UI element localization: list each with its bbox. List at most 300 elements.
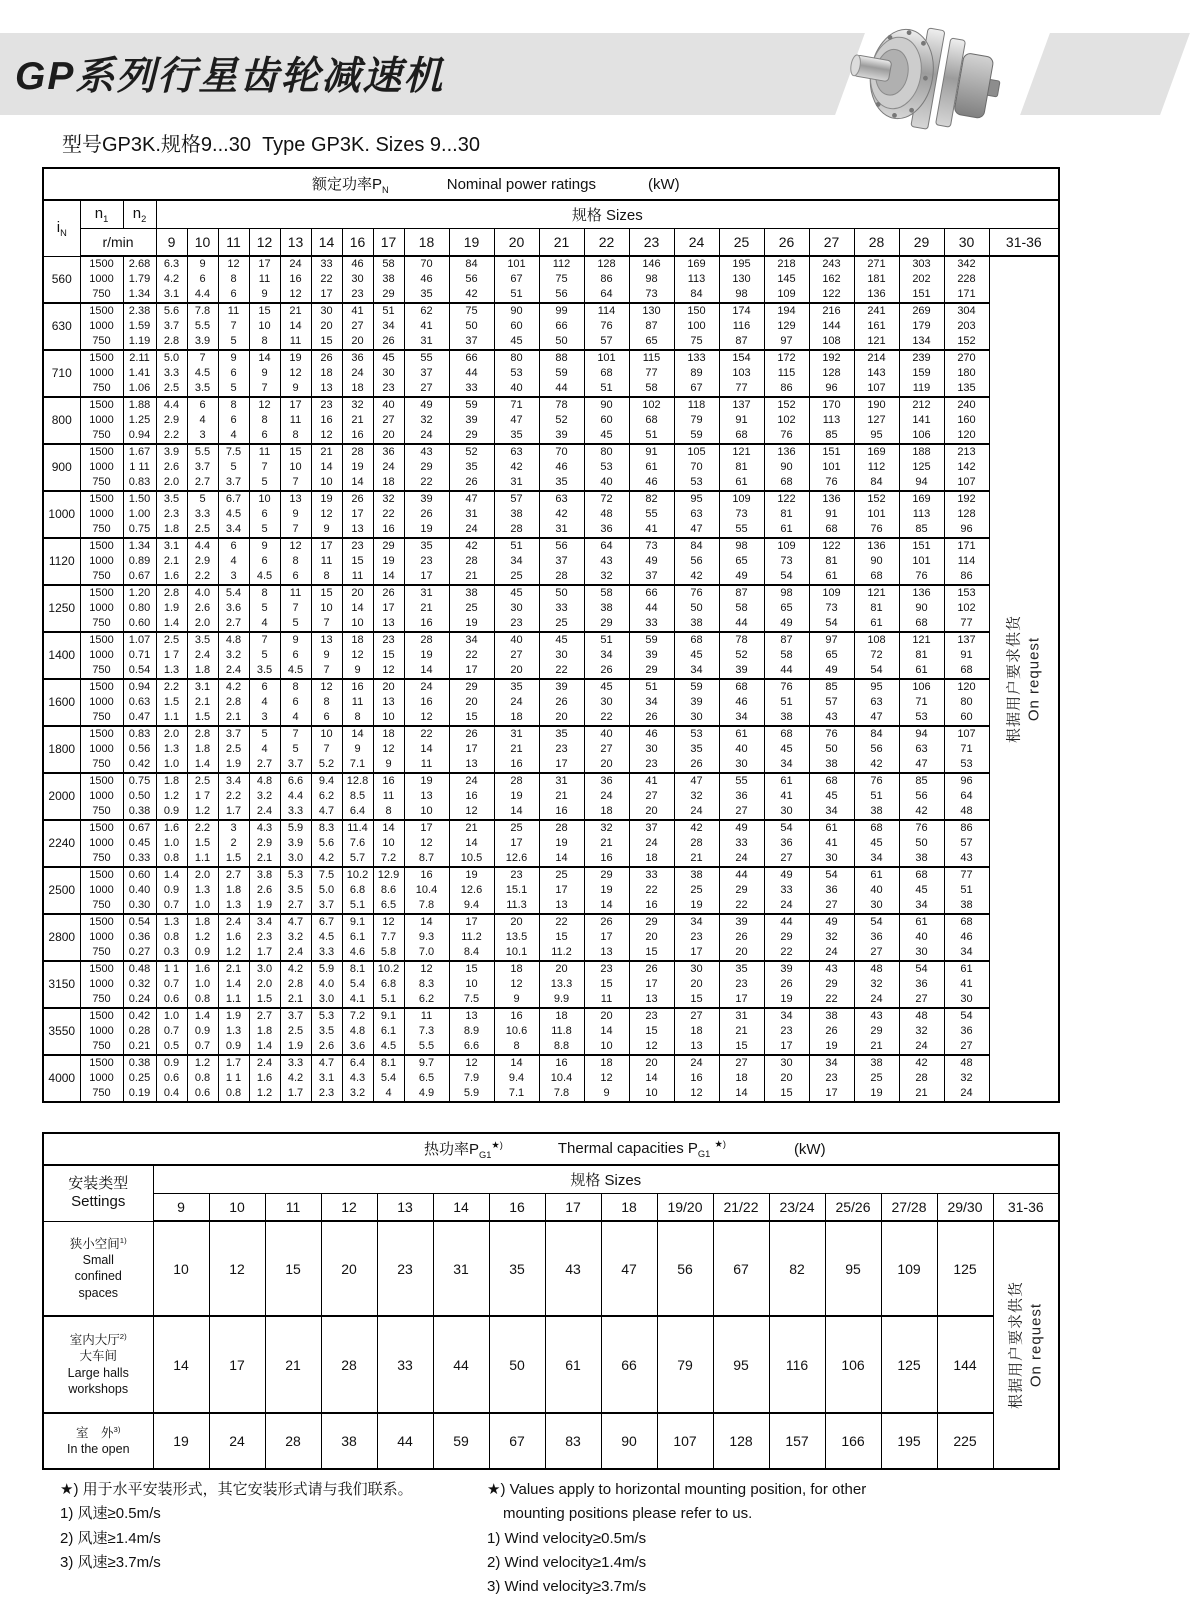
power-value-cell: 5 <box>249 726 280 742</box>
power-value-cell: 32 <box>373 491 404 507</box>
power-value-cell: 142 <box>944 460 989 475</box>
thermal-value-cell: 90 <box>601 1413 657 1469</box>
power-value-cell: 13 <box>311 632 342 648</box>
power-value-cell: 37 <box>629 820 674 836</box>
power-value-cell: 304 <box>944 303 989 319</box>
power-value-cell: 113 <box>809 413 854 428</box>
power-value-cell: 107 <box>944 475 989 491</box>
power-value-cell: 11 <box>404 1008 449 1024</box>
power-value-cell: 47 <box>854 710 899 726</box>
power-value-cell: 4 <box>373 1086 404 1102</box>
power-table-row <box>43 554 1059 569</box>
power-value-cell: 42 <box>449 287 494 303</box>
power-value-cell: 9 <box>249 538 280 554</box>
power-value-cell: 78 <box>539 397 584 413</box>
power-value-cell: 17 <box>280 397 311 413</box>
power-value-cell: 27 <box>494 648 539 663</box>
power-value-cell: 59 <box>674 679 719 695</box>
power-value-cell: 25 <box>539 867 584 883</box>
power-table-row <box>43 695 1059 710</box>
n1-value-cell: 750 <box>80 851 123 867</box>
power-value-cell: 33 <box>764 883 809 898</box>
power-value-cell: 24 <box>674 1055 719 1071</box>
power-value-cell: 13 <box>404 789 449 804</box>
thermal-axis-row <box>43 1165 1059 1194</box>
n1-value-cell: 1000 <box>80 648 123 663</box>
n2-value-cell: 2.11 <box>123 350 156 366</box>
power-value-cell: 88 <box>539 350 584 366</box>
power-value-cell: 21 <box>342 413 373 428</box>
power-value-cell: 35 <box>539 726 584 742</box>
size-column-header: 27/28 <box>881 1194 937 1222</box>
n1-value-cell: 1500 <box>80 820 123 836</box>
power-value-cell: 143 <box>854 366 899 381</box>
power-value-cell: 42 <box>674 569 719 585</box>
page-title: GP系列行星齿轮减速机 <box>15 55 445 98</box>
power-value-cell: 25 <box>494 820 539 836</box>
n1-value-cell: 1500 <box>80 914 123 930</box>
power-value-cell: 4.0 <box>187 585 218 601</box>
power-value-cell: 34 <box>899 898 944 914</box>
power-value-cell: 78 <box>719 632 764 648</box>
power-value-cell: 3.5 <box>280 883 311 898</box>
power-value-cell: 9 <box>494 992 539 1008</box>
size-column-header: 28 <box>854 229 899 257</box>
power-value-cell: 38 <box>674 867 719 883</box>
power-value-cell: 3.8 <box>249 867 280 883</box>
power-value-cell: 12 <box>218 256 249 272</box>
power-value-cell: 0.7 <box>156 1024 187 1039</box>
power-value-cell: 89 <box>674 366 719 381</box>
power-value-cell: 1.9 <box>218 1008 249 1024</box>
n2-value-cell: 0.42 <box>123 757 156 773</box>
n1-value-cell: 750 <box>80 992 123 1008</box>
ratio-value-cell: 1000 <box>43 491 80 538</box>
power-value-cell: 101 <box>899 554 944 569</box>
power-table-row <box>43 475 1059 491</box>
power-value-cell: 43 <box>404 444 449 460</box>
power-value-cell: 70 <box>674 460 719 475</box>
power-value-cell: 3.0 <box>311 992 342 1008</box>
power-value-cell: 105 <box>674 444 719 460</box>
power-value-cell: 29 <box>404 460 449 475</box>
power-table-row <box>43 977 1059 992</box>
power-value-cell: 17 <box>449 742 494 757</box>
power-value-cell: 3.5 <box>156 491 187 507</box>
power-value-cell: 27 <box>629 789 674 804</box>
n1-value-cell: 750 <box>80 475 123 491</box>
power-value-cell: 17 <box>674 945 719 961</box>
power-value-cell: 68 <box>764 475 809 491</box>
power-value-cell: 8 <box>218 272 249 287</box>
power-value-cell: 23 <box>494 616 539 632</box>
power-value-cell: 4.5 <box>218 507 249 522</box>
power-value-cell: 14 <box>373 569 404 585</box>
power-value-cell: 38 <box>449 585 494 601</box>
power-value-cell: 1.2 <box>218 945 249 961</box>
power-value-cell: 1.8 <box>218 883 249 898</box>
power-value-cell: 49 <box>809 663 854 679</box>
n2-value-cell: 0.50 <box>123 789 156 804</box>
power-value-cell: 2.0 <box>249 977 280 992</box>
power-value-cell: 14 <box>494 804 539 820</box>
power-value-cell: 17 <box>404 820 449 836</box>
power-value-cell: 38 <box>809 1008 854 1024</box>
power-value-cell: 22 <box>539 914 584 930</box>
power-value-cell: 27 <box>674 1008 719 1024</box>
power-value-cell: 49 <box>719 820 764 836</box>
power-value-cell: 4.2 <box>280 961 311 977</box>
power-value-cell: 2.5 <box>187 522 218 538</box>
power-table-row <box>43 726 1059 742</box>
power-value-cell: 29 <box>809 977 854 992</box>
size-column-header: 25 <box>719 229 764 257</box>
power-value-cell: 24 <box>280 256 311 272</box>
power-value-cell: 63 <box>899 742 944 757</box>
power-value-cell: 94 <box>899 475 944 491</box>
power-value-cell: 16 <box>342 428 373 444</box>
power-value-cell: 8 <box>249 334 280 350</box>
thermal-value-cell: 23 <box>377 1221 433 1316</box>
power-value-cell: 68 <box>719 679 764 695</box>
power-value-cell: 15 <box>449 961 494 977</box>
power-value-cell: 2.1 <box>218 961 249 977</box>
power-value-cell: 0.6 <box>187 1086 218 1102</box>
power-value-cell: 77 <box>719 381 764 397</box>
power-value-cell: 24 <box>674 804 719 820</box>
size-column-header: 22 <box>584 229 629 257</box>
power-value-cell: 1.2 <box>249 1086 280 1102</box>
power-value-cell: 21 <box>899 1086 944 1102</box>
power-value-cell: 4.5 <box>373 1039 404 1055</box>
power-value-cell: 240 <box>944 397 989 413</box>
power-value-cell: 68 <box>944 663 989 679</box>
n2-value-cell: 1.25 <box>123 413 156 428</box>
power-value-cell: 6.7 <box>311 914 342 930</box>
n1-value-cell: 750 <box>80 522 123 538</box>
n2-value-cell: 0.30 <box>123 898 156 914</box>
power-value-cell: 9.4 <box>449 898 494 914</box>
power-table-row <box>43 945 1059 961</box>
size-column-header: 14 <box>433 1194 489 1222</box>
power-value-cell: 64 <box>584 538 629 554</box>
power-value-cell: 39 <box>449 413 494 428</box>
power-value-cell: 81 <box>854 601 899 616</box>
n1-value-cell: 1000 <box>80 1071 123 1086</box>
power-value-cell: 30 <box>373 366 404 381</box>
power-value-cell: 9 <box>584 1086 629 1102</box>
power-value-cell: 14 <box>342 726 373 742</box>
power-value-cell: 13 <box>584 945 629 961</box>
power-value-cell: 30 <box>809 851 854 867</box>
power-value-cell: 172 <box>764 350 809 366</box>
power-value-cell: 18 <box>494 710 539 726</box>
power-value-cell: 13 <box>280 491 311 507</box>
power-value-cell: 29 <box>584 616 629 632</box>
power-value-cell: 128 <box>584 256 629 272</box>
power-value-cell: 7.5 <box>311 867 342 883</box>
power-value-cell: 2.5 <box>187 773 218 789</box>
power-value-cell: 5.8 <box>373 945 404 961</box>
power-value-cell: 81 <box>809 554 854 569</box>
power-value-cell: 44 <box>449 366 494 381</box>
power-value-cell: 20 <box>629 804 674 820</box>
thermal-value-cell: 95 <box>825 1221 881 1316</box>
power-value-cell: 4 <box>218 428 249 444</box>
power-value-cell: 68 <box>764 726 809 742</box>
power-value-cell: 76 <box>674 585 719 601</box>
power-value-cell: 6 <box>249 428 280 444</box>
power-value-cell: 6.1 <box>373 1024 404 1039</box>
power-value-cell: 19 <box>539 836 584 851</box>
size-column-header: 25/26 <box>825 1194 881 1222</box>
size-column-header: 17 <box>373 229 404 257</box>
power-value-cell: 13 <box>674 1039 719 1055</box>
power-value-cell: 12 <box>249 397 280 413</box>
power-value-cell: 7.1 <box>494 1086 539 1102</box>
n2-value-cell: 0.67 <box>123 569 156 585</box>
power-value-cell: 194 <box>764 303 809 319</box>
size-column-header: 17 <box>545 1194 601 1222</box>
power-value-cell: 342 <box>944 256 989 272</box>
power-value-cell: 195 <box>719 256 764 272</box>
power-value-cell: 3.3 <box>280 1055 311 1071</box>
power-value-cell: 23 <box>674 930 719 945</box>
size-column-header: 9 <box>156 229 187 257</box>
ratio-value-cell: 800 <box>43 397 80 444</box>
settings-column-header: 安装类型 Settings <box>43 1165 153 1221</box>
power-value-cell: 2.8 <box>187 726 218 742</box>
power-value-cell: 4.2 <box>311 851 342 867</box>
power-value-cell: 5 <box>187 491 218 507</box>
power-value-cell: 8 <box>249 413 280 428</box>
power-value-cell: 50 <box>809 742 854 757</box>
power-value-cell: 51 <box>629 679 674 695</box>
power-value-cell: 45 <box>899 883 944 898</box>
power-value-cell: 108 <box>854 632 899 648</box>
power-value-cell: 30 <box>944 992 989 1008</box>
power-value-cell: 50 <box>449 319 494 334</box>
power-value-cell: 6 <box>187 397 218 413</box>
power-value-cell: 0.7 <box>156 898 187 914</box>
power-value-cell: 24 <box>719 851 764 867</box>
power-value-cell: 4.5 <box>280 663 311 679</box>
power-value-cell: 48 <box>899 1008 944 1024</box>
power-value-cell: 17 <box>404 569 449 585</box>
thermal-value-cell: 116 <box>769 1316 825 1413</box>
n1-value-cell: 750 <box>80 945 123 961</box>
power-value-cell: 107 <box>854 381 899 397</box>
power-value-cell: 95 <box>854 428 899 444</box>
power-value-cell: 9.4 <box>494 1071 539 1086</box>
power-value-cell: 6.8 <box>342 883 373 898</box>
ratio-value-cell: 1120 <box>43 538 80 585</box>
power-value-cell: 13 <box>449 757 494 773</box>
power-value-cell: 7.1 <box>342 757 373 773</box>
power-value-cell: 3.1 <box>311 1071 342 1086</box>
power-value-cell: 43 <box>944 851 989 867</box>
power-value-cell: 6 <box>218 538 249 554</box>
power-value-cell: 98 <box>764 585 809 601</box>
power-value-cell: 101 <box>584 350 629 366</box>
power-value-cell: 8.1 <box>373 1055 404 1071</box>
power-value-cell: 18 <box>674 1024 719 1039</box>
power-value-cell: 1.0 <box>156 1008 187 1024</box>
power-value-cell: 40 <box>373 397 404 413</box>
power-value-cell: 16 <box>494 1008 539 1024</box>
power-value-cell: 14 <box>280 319 311 334</box>
power-value-cell: 7.5 <box>218 444 249 460</box>
power-value-cell: 49 <box>629 554 674 569</box>
power-value-cell: 1.9 <box>249 898 280 914</box>
power-value-cell: 5.7 <box>342 851 373 867</box>
power-value-cell: 73 <box>764 554 809 569</box>
power-value-cell: 10 <box>249 319 280 334</box>
power-value-cell: 0.8 <box>156 851 187 867</box>
power-value-cell: 17 <box>311 287 342 303</box>
power-value-cell: 68 <box>629 413 674 428</box>
power-value-cell: 11 <box>280 585 311 601</box>
power-value-cell: 8 <box>311 569 342 585</box>
power-value-cell: 5.0 <box>156 350 187 366</box>
power-value-cell: 68 <box>854 820 899 836</box>
thermal-value-cell: 43 <box>545 1221 601 1316</box>
power-value-cell: 57 <box>584 334 629 350</box>
power-value-cell: 6 <box>280 648 311 663</box>
power-value-cell: 8 <box>342 710 373 726</box>
power-value-cell: 84 <box>674 287 719 303</box>
n1-value-cell: 750 <box>80 710 123 726</box>
power-value-cell: 1.0 <box>187 898 218 914</box>
setting-label-line: Small <box>82 1253 114 1268</box>
power-value-cell: 7.6 <box>342 836 373 851</box>
power-value-cell: 41 <box>944 977 989 992</box>
power-value-cell: 58 <box>584 585 629 601</box>
power-value-cell: 23 <box>404 554 449 569</box>
thermal-table-title <box>43 1133 1059 1165</box>
power-value-cell: 10 <box>584 1039 629 1055</box>
n1-value-cell: 1500 <box>80 961 123 977</box>
size-column-header: 19/20 <box>657 1194 713 1222</box>
power-value-cell: 21 <box>280 303 311 319</box>
power-value-cell: 3.2 <box>218 648 249 663</box>
power-value-cell: 11 <box>373 789 404 804</box>
power-table-row <box>43 898 1059 914</box>
power-value-cell: 174 <box>719 303 764 319</box>
power-value-cell: 37 <box>449 334 494 350</box>
power-value-cell: 9.9 <box>539 992 584 1008</box>
power-value-cell: 17 <box>629 977 674 992</box>
power-value-cell: 120 <box>944 428 989 444</box>
power-value-cell: 10 <box>311 601 342 616</box>
power-value-cell: 51 <box>584 632 629 648</box>
power-value-cell: 122 <box>764 491 809 507</box>
thermal-value-cell: 225 <box>937 1413 993 1469</box>
power-value-cell: 27 <box>809 898 854 914</box>
power-value-cell: 58 <box>373 256 404 272</box>
power-value-cell: 76 <box>899 820 944 836</box>
power-value-cell: 47 <box>449 491 494 507</box>
power-value-cell: 6.7 <box>218 491 249 507</box>
power-value-cell: 41 <box>342 303 373 319</box>
power-value-cell: 35 <box>404 287 449 303</box>
power-value-cell: 9 <box>373 757 404 773</box>
setting-label-line: In the open <box>66 1442 130 1457</box>
power-value-cell: 45 <box>854 836 899 851</box>
power-value-cell: 5 <box>249 522 280 538</box>
power-value-cell: 34 <box>809 1055 854 1071</box>
n1-value-cell: 750 <box>80 804 123 820</box>
power-value-cell: 20 <box>764 1071 809 1086</box>
power-value-cell: 21 <box>674 851 719 867</box>
power-value-cell: 136 <box>764 444 809 460</box>
power-value-cell: 12 <box>404 961 449 977</box>
power-value-cell: 56 <box>449 272 494 287</box>
size-column-header: 31-36 <box>989 229 1059 257</box>
power-value-cell: 3.6 <box>218 601 249 616</box>
setting-label-cell <box>43 1413 153 1469</box>
n2-value-cell: 0.24 <box>123 992 156 1008</box>
power-value-cell: 3.2 <box>280 930 311 945</box>
power-value-cell: 153 <box>944 585 989 601</box>
power-value-cell: 10 <box>249 491 280 507</box>
size-column-header: 23/24 <box>769 1194 825 1222</box>
power-value-cell: 31 <box>494 475 539 491</box>
power-value-cell: 21 <box>311 444 342 460</box>
power-value-cell: 54 <box>854 914 899 930</box>
power-value-cell: 5 <box>280 742 311 757</box>
power-value-cell: 19 <box>373 554 404 569</box>
power-value-cell: 1.6 <box>156 569 187 585</box>
power-value-cell: 29 <box>854 1024 899 1039</box>
power-value-cell: 2.2 <box>218 789 249 804</box>
power-value-cell: 128 <box>809 366 854 381</box>
power-value-cell: 20 <box>584 757 629 773</box>
power-value-cell: 30 <box>674 710 719 726</box>
power-value-cell: 0.4 <box>156 1086 187 1102</box>
power-value-cell: 12 <box>280 366 311 381</box>
power-value-cell: 84 <box>674 538 719 554</box>
power-value-cell: 30 <box>494 601 539 616</box>
n2-column-header: $n_2$ <box>123 200 156 229</box>
power-value-cell: 32 <box>809 930 854 945</box>
power-value-cell: 4 <box>218 554 249 569</box>
power-value-cell: 25 <box>854 1071 899 1086</box>
thermal-value-cell: 61 <box>545 1316 601 1413</box>
thermal-value-cell: 50 <box>489 1316 545 1413</box>
power-value-cell: 86 <box>584 272 629 287</box>
n1-value-cell: 1000 <box>80 742 123 757</box>
thermal-value-cell: 166 <box>825 1413 881 1469</box>
power-value-cell: 71 <box>899 695 944 710</box>
power-value-cell: 13 <box>449 1008 494 1024</box>
power-table-row <box>43 820 1059 836</box>
power-value-cell: 8 <box>280 554 311 569</box>
power-value-cell: 2.4 <box>218 914 249 930</box>
power-value-cell: 41 <box>629 522 674 538</box>
power-value-cell: 2.7 <box>249 1008 280 1024</box>
power-value-cell: 40 <box>719 742 764 757</box>
power-value-cell: 30 <box>719 757 764 773</box>
power-value-cell: 68 <box>809 773 854 789</box>
thermal-value-cell: 47 <box>601 1221 657 1316</box>
power-value-cell: 36 <box>944 1024 989 1039</box>
power-value-cell: 2.2 <box>187 569 218 585</box>
power-value-cell: 2.7 <box>218 867 249 883</box>
thermal-value-cell: 59 <box>433 1413 489 1469</box>
power-value-cell: 28 <box>404 632 449 648</box>
power-value-cell: 1.5 <box>156 695 187 710</box>
